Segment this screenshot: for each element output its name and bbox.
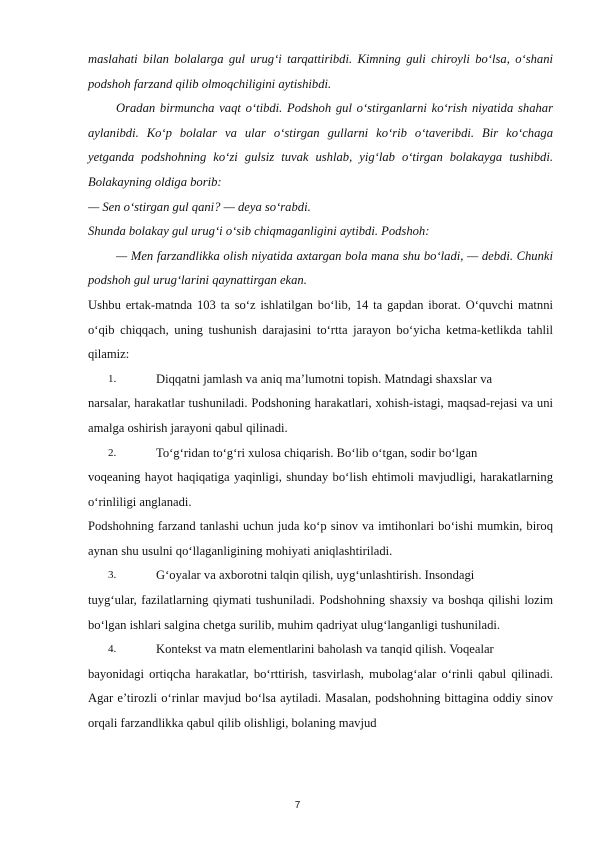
list-item-first-line: To‘g‘ridan to‘g‘ri xulosa chiqarish. Bo‘lib o‘tgan, sodir bo‘lgan — [156, 445, 478, 460]
list-number: 1. — [108, 372, 117, 385]
story-dialogue-1: — Sen o‘stirgan gul qani? — deya so‘rabdi. — [88, 199, 311, 214]
list-item-continuation: tuyg‘ular, fazilatlarning qiymati tushuniladi. Podshohning shaxsiy va boshqa qilishi lozim bo‘lgan ishlari salgina chetga surilib, muhim qadriyat ulug‘langanligi tushuniladi. — [88, 593, 553, 632]
analysis-intro: Ushbu ertak-matnda 103 ta so‘z ishlatilgan bo‘lib, 14 ta gapdan iborat. O‘quvchi matnni o‘qib chiqqach, uning tushunish darajasini to‘rtta jarayon bo‘yicha ketma-ketlikda tahlil qilamiz: — [88, 297, 553, 362]
page-number: 7 — [294, 800, 301, 811]
list-item-1 — [88, 367, 553, 392]
list-number: 4. — [108, 643, 117, 656]
list-item-2 — [88, 441, 553, 466]
list-item-first-line: Diqqatni jamlash va aniq ma’lumotni topish. Matndagi shaxslar va — [156, 371, 493, 386]
list-item-continuation: bayonidagi ortiqcha harakatlar, bo‘rttirish, tasvirlash, mubolag‘alar o‘rinli qabul qilinadi. Agar e’tirozli o‘rinlar mavjud bo‘lsa aytiladi. Masalan, podshohning bittagina oddiy sinov orqali farzandlikka qabul qilib olishligi, bolaning mavjud — [88, 666, 553, 731]
story-dialogue-2: — Men farzandlikka olish niyatida axtargan bola mana shu bo‘ladi, — debdi. Chunki podshoh gul urug‘larini qaynattirgan ekan. — [88, 248, 553, 288]
list-item-4 — [88, 637, 553, 662]
list-item-3 — [88, 563, 553, 588]
list-item-first-line: Kontekst va matn elementlarini baholash va tanqid qilish. Voqealar — [156, 642, 494, 657]
list-item-continuation: narsalar, harakatlar tushuniladi. Podshoning harakatlari, xohish-istagi, maqsad-rejasi va uni amalga oshirish jarayoni qabul qilinadi. — [88, 396, 553, 435]
story-paragraph-3: Shunda bolakay gul urug‘i o‘sib chiqmaganligini aytibdi. Podshoh: — [88, 224, 430, 239]
story-paragraph-2: Oradan birmuncha vaqt o‘tibdi. Podshoh gul o‘stirganlarni ko‘rish niyatida shahar aylanibdi. Ko‘p bolalar va ular o‘stirgan gullarni ko‘rib o‘taveribdi. Bir ko‘chaga yetganda podshohning ko‘zi gulsiz tuvak ushlab, yig‘lab o‘tirgan bolakayga tushibdi. Bolakayning oldiga borib: — [88, 101, 553, 189]
page-body — [88, 47, 553, 736]
list-item-first-line: G‘oyalar va axborotni talqin qilish, uyg‘unlashtirish. Insondagi — [156, 568, 475, 583]
analysis-note: Podshohning farzand tanlashi uchun juda ko‘p sinov va imtihonlari bo‘ishi mumkin, biroq aynan shu usulni qo‘llaganligining mohiyati aniqlashtiriladi. — [88, 519, 553, 558]
story-paragraph-1: maslahati bilan bolalarga gul urug‘i tarqattiribdi. Kimning guli chiroyli bo‘lsa, o‘shani podshoh farzand qilib olmoqchiligini aytishibdi. — [88, 52, 553, 91]
list-number: 3. — [108, 569, 117, 582]
list-number: 2. — [108, 446, 117, 459]
list-item-continuation: voqeaning hayot haqiqatiga yaqinligi, shunday bo‘lish ehtimoli mavjudligi, harakatlarning o‘rinliligi anglanadi. — [88, 470, 553, 509]
